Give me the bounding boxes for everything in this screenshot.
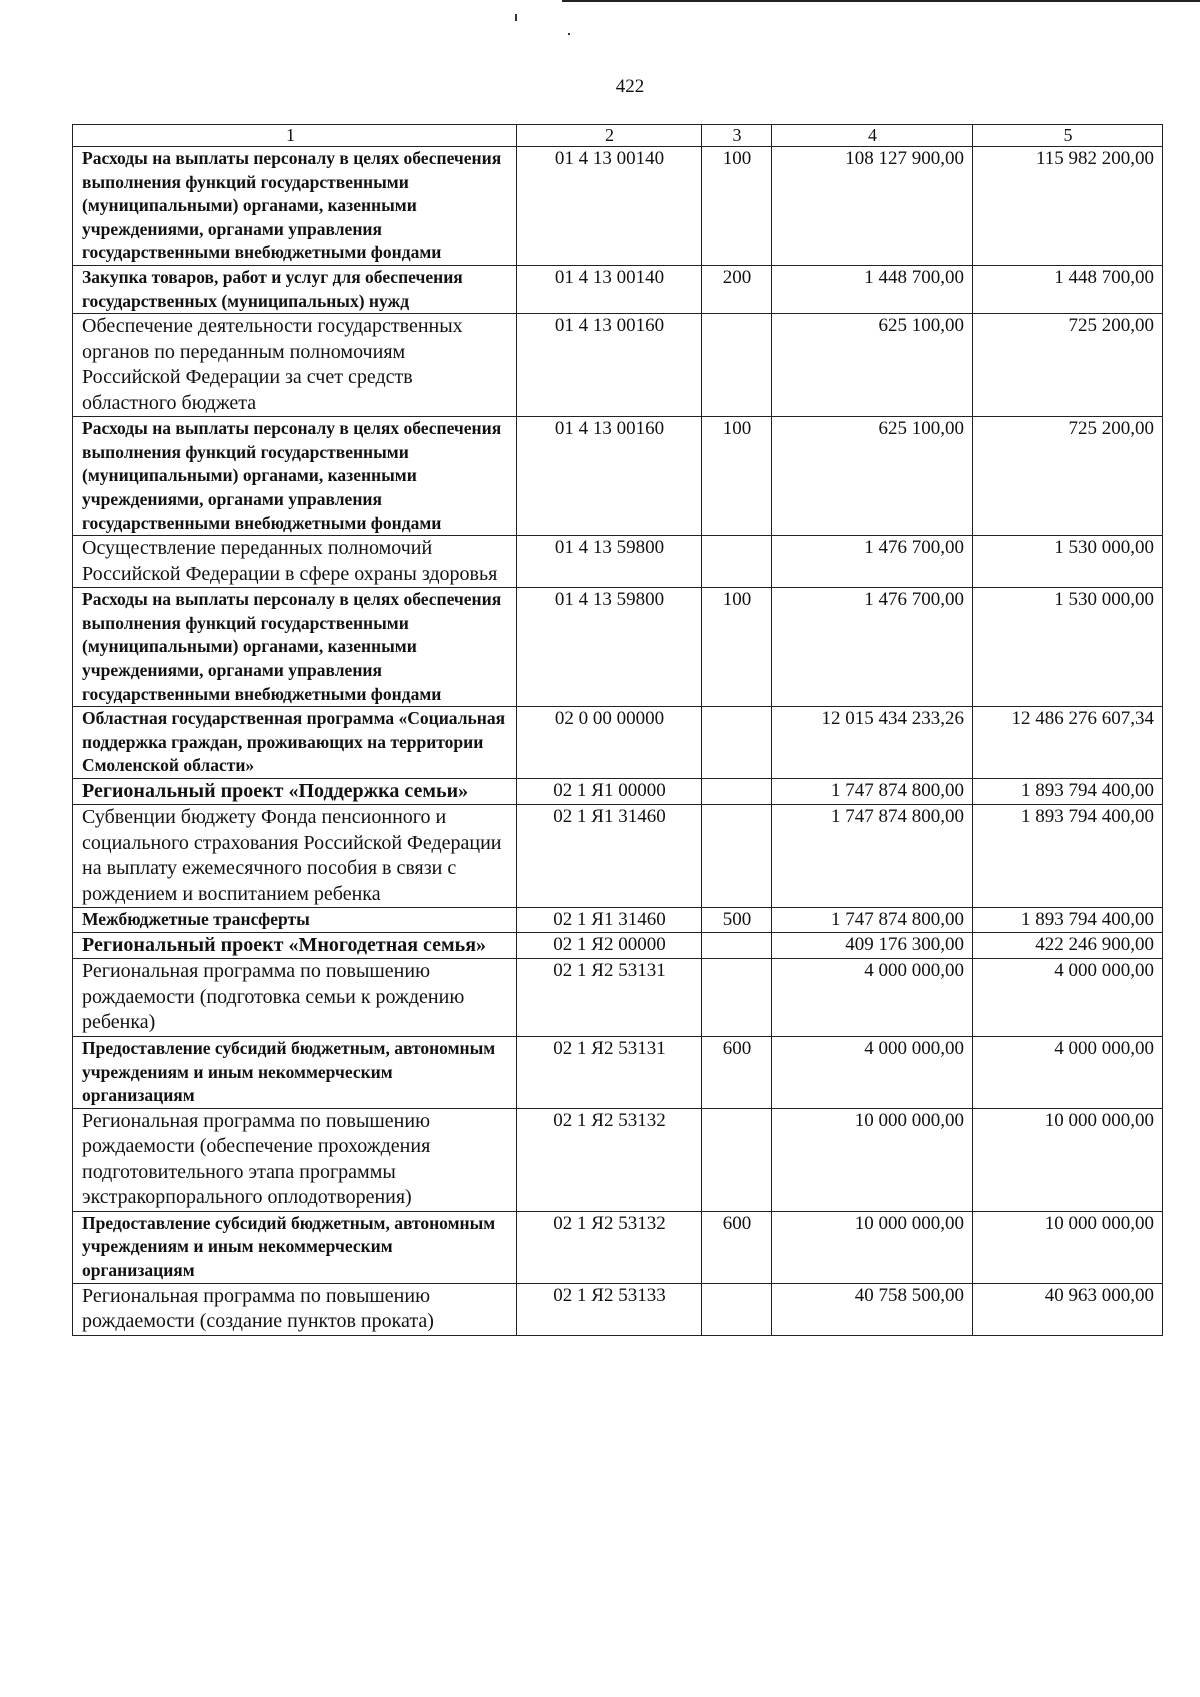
table-row bbox=[73, 707, 1163, 779]
amount-year1-cell: 108 127 900,00 bbox=[772, 147, 973, 266]
table-row bbox=[73, 805, 1163, 908]
target-article-code-cell: 01 4 13 00140 bbox=[517, 147, 702, 266]
expense-name-cell: Региональный проект «Поддержка семьи» bbox=[73, 778, 517, 805]
target-article-code-cell: 01 4 13 00160 bbox=[517, 417, 702, 536]
expense-type-code-cell bbox=[702, 707, 772, 779]
amount-year2-cell: 422 246 900,00 bbox=[973, 932, 1163, 959]
column-header: 1 bbox=[73, 125, 517, 147]
amount-year1-cell: 12 015 434 233,26 bbox=[772, 707, 973, 779]
amount-year2-cell: 10 000 000,00 bbox=[973, 1108, 1163, 1211]
target-article-code-cell: 02 1 Я1 00000 bbox=[517, 778, 702, 805]
amount-year1-cell: 4 000 000,00 bbox=[772, 959, 973, 1037]
expense-name-cell: Обеспечение деятельности государственных органов по переданным полномочиям Российской Федерации за счет средств областного бюджета bbox=[73, 314, 517, 417]
expense-type-code-cell: 100 bbox=[702, 588, 772, 707]
table-row bbox=[73, 314, 1163, 417]
scan-speck bbox=[568, 33, 570, 35]
target-article-code-cell: 02 1 Я2 53131 bbox=[517, 1036, 702, 1108]
amount-year2-cell: 725 200,00 bbox=[973, 314, 1163, 417]
expense-type-code-cell: 600 bbox=[702, 1211, 772, 1283]
table-row bbox=[73, 959, 1163, 1037]
expense-name-cell: Закупка товаров, работ и услуг для обеспечения государственных (муниципальных) нужд bbox=[73, 265, 517, 313]
target-article-code-cell: 02 1 Я2 53132 bbox=[517, 1211, 702, 1283]
expense-type-code-cell: 100 bbox=[702, 417, 772, 536]
expense-name-cell: Региональная программа по повышению рождаемости (создание пунктов проката) bbox=[73, 1283, 517, 1335]
amount-year2-cell: 4 000 000,00 bbox=[973, 959, 1163, 1037]
column-header: 5 bbox=[973, 125, 1163, 147]
amount-year2-cell: 1 893 794 400,00 bbox=[973, 908, 1163, 933]
column-header: 2 bbox=[517, 125, 702, 147]
expense-type-code-cell bbox=[702, 805, 772, 908]
amount-year2-cell: 1 448 700,00 bbox=[973, 265, 1163, 313]
table-header-row bbox=[73, 125, 1163, 147]
expense-name-cell: Региональная программа по повышению рождаемости (обеспечение прохождения подготовительного этапа программы экстракорпорального оплодотворения) bbox=[73, 1108, 517, 1211]
table-row bbox=[73, 778, 1163, 805]
amount-year1-cell: 10 000 000,00 bbox=[772, 1211, 973, 1283]
amount-year1-cell: 1 448 700,00 bbox=[772, 265, 973, 313]
target-article-code-cell: 02 0 00 00000 bbox=[517, 707, 702, 779]
expense-type-code-cell: 500 bbox=[702, 908, 772, 933]
table-row bbox=[73, 1211, 1163, 1283]
expense-name-cell: Расходы на выплаты персоналу в целях обеспечения выполнения функций государственными (муниципальными) органами, казенными учреждениями, органами управления государственными внебюджетными фондами bbox=[73, 588, 517, 707]
scan-edge-line bbox=[562, 0, 1200, 2]
amount-year2-cell: 725 200,00 bbox=[973, 417, 1163, 536]
amount-year1-cell: 625 100,00 bbox=[772, 314, 973, 417]
expense-name-cell: Предоставление субсидий бюджетным, автономным учреждениям и иным некоммерческим организациям bbox=[73, 1036, 517, 1108]
expense-name-cell: Субвенции бюджету Фонда пенсионного и социального страхования Российской Федерации на выплату ежемесячного пособия в связи с рождением и воспитанием ребенка bbox=[73, 805, 517, 908]
expense-name-cell: Расходы на выплаты персоналу в целях обеспечения выполнения функций государственными (муниципальными) органами, казенными учреждениями, органами управления государственными внебюджетными фондами bbox=[73, 417, 517, 536]
expense-type-code-cell bbox=[702, 959, 772, 1037]
amount-year1-cell: 1 747 874 800,00 bbox=[772, 908, 973, 933]
expense-name-cell: Региональный проект «Многодетная семья» bbox=[73, 932, 517, 959]
target-article-code-cell: 01 4 13 00140 bbox=[517, 265, 702, 313]
expense-type-code-cell bbox=[702, 1108, 772, 1211]
amount-year2-cell: 115 982 200,00 bbox=[973, 147, 1163, 266]
amount-year1-cell: 1 476 700,00 bbox=[772, 588, 973, 707]
amount-year2-cell: 4 000 000,00 bbox=[973, 1036, 1163, 1108]
column-header: 4 bbox=[772, 125, 973, 147]
amount-year1-cell: 625 100,00 bbox=[772, 417, 973, 536]
amount-year1-cell: 409 176 300,00 bbox=[772, 932, 973, 959]
target-article-code-cell: 01 4 13 59800 bbox=[517, 588, 702, 707]
expense-type-code-cell bbox=[702, 536, 772, 588]
amount-year1-cell: 4 000 000,00 bbox=[772, 1036, 973, 1108]
table-row bbox=[73, 588, 1163, 707]
expense-name-cell: Межбюджетные трансферты bbox=[73, 908, 517, 933]
table-row bbox=[73, 932, 1163, 959]
amount-year2-cell: 1 530 000,00 bbox=[973, 588, 1163, 707]
amount-year2-cell: 12 486 276 607,34 bbox=[973, 707, 1163, 779]
table-row bbox=[73, 147, 1163, 266]
page-number: 422 bbox=[615, 76, 645, 97]
expense-name-cell: Предоставление субсидий бюджетным, автономным учреждениям и иным некоммерческим организациям bbox=[73, 1211, 517, 1283]
table-row bbox=[73, 1036, 1163, 1108]
amount-year2-cell: 40 963 000,00 bbox=[973, 1283, 1163, 1335]
amount-year1-cell: 40 758 500,00 bbox=[772, 1283, 973, 1335]
budget-table bbox=[72, 124, 1163, 1336]
target-article-code-cell: 02 1 Я2 00000 bbox=[517, 932, 702, 959]
expense-name-cell: Осуществление переданных полномочий Российской Федерации в сфере охраны здоровья bbox=[73, 536, 517, 588]
table-row bbox=[73, 1108, 1163, 1211]
target-article-code-cell: 02 1 Я2 53132 bbox=[517, 1108, 702, 1211]
expense-name-cell: Региональная программа по повышению рождаемости (подготовка семьи к рождению ребенка) bbox=[73, 959, 517, 1037]
scan-speck bbox=[515, 14, 517, 21]
expense-type-code-cell bbox=[702, 314, 772, 417]
target-article-code-cell: 02 1 Я1 31460 bbox=[517, 908, 702, 933]
amount-year2-cell: 1 893 794 400,00 bbox=[973, 778, 1163, 805]
amount-year1-cell: 10 000 000,00 bbox=[772, 1108, 973, 1211]
expense-type-code-cell bbox=[702, 778, 772, 805]
target-article-code-cell: 01 4 13 59800 bbox=[517, 536, 702, 588]
column-header: 3 bbox=[702, 125, 772, 147]
expense-type-code-cell bbox=[702, 932, 772, 959]
target-article-code-cell: 02 1 Я1 31460 bbox=[517, 805, 702, 908]
expense-name-cell: Областная государственная программа «Социальная поддержка граждан, проживающих на территории Смоленской области» bbox=[73, 707, 517, 779]
table-row bbox=[73, 417, 1163, 536]
amount-year1-cell: 1 747 874 800,00 bbox=[772, 805, 973, 908]
expense-type-code-cell: 200 bbox=[702, 265, 772, 313]
target-article-code-cell: 02 1 Я2 53131 bbox=[517, 959, 702, 1037]
expense-type-code-cell: 100 bbox=[702, 147, 772, 266]
amount-year2-cell: 1 530 000,00 bbox=[973, 536, 1163, 588]
expense-type-code-cell bbox=[702, 1283, 772, 1335]
table-row bbox=[73, 265, 1163, 313]
expense-type-code-cell: 600 bbox=[702, 1036, 772, 1108]
target-article-code-cell: 01 4 13 00160 bbox=[517, 314, 702, 417]
expense-name-cell: Расходы на выплаты персоналу в целях обеспечения выполнения функций государственными (муниципальными) органами, казенными учреждениями, органами управления государственными внебюджетными фондами bbox=[73, 147, 517, 266]
table-row bbox=[73, 908, 1163, 933]
table-row bbox=[73, 1283, 1163, 1335]
amount-year1-cell: 1 747 874 800,00 bbox=[772, 778, 973, 805]
amount-year1-cell: 1 476 700,00 bbox=[772, 536, 973, 588]
amount-year2-cell: 1 893 794 400,00 bbox=[973, 805, 1163, 908]
amount-year2-cell: 10 000 000,00 bbox=[973, 1211, 1163, 1283]
table-row bbox=[73, 536, 1163, 588]
target-article-code-cell: 02 1 Я2 53133 bbox=[517, 1283, 702, 1335]
